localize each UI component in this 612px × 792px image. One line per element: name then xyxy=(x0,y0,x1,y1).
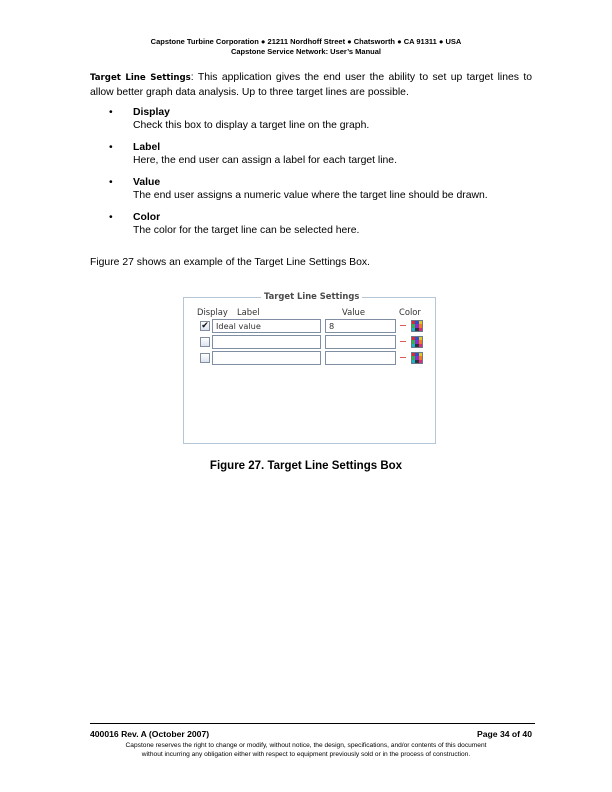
intro-term: Target Line Settings xyxy=(90,73,191,83)
line-preview xyxy=(400,341,406,342)
page-current: 34 xyxy=(499,729,510,739)
color-picker-button[interactable] xyxy=(411,320,423,332)
bullet-dot: • xyxy=(109,142,113,153)
bullet-desc: The end user assigns a numeric value where the target line should be drawn. xyxy=(133,190,488,201)
bullet-dot: • xyxy=(109,212,113,223)
target-line-row xyxy=(184,335,435,349)
column-header-value: Value xyxy=(342,307,365,317)
label-input[interactable] xyxy=(212,335,321,349)
column-header-color: Color xyxy=(399,307,421,317)
display-checkbox[interactable] xyxy=(200,353,210,363)
bullet-title: Label xyxy=(133,142,161,153)
bullet-desc: Check this box to display a target line on the graph. xyxy=(133,120,370,131)
page-number xyxy=(477,729,532,739)
color-picker-button[interactable] xyxy=(411,336,423,348)
label-input[interactable]: Ideal value xyxy=(212,319,321,333)
figure-caption: Figure 27. Target Line Settings Box xyxy=(209,460,403,472)
footer-disclaimer-line: without incurring any obligation either with respect to equipment previously sold or in the process of construction. xyxy=(141,750,471,758)
bullet-title: Color xyxy=(133,212,161,223)
figure-reference-text: Figure 27 shows an example of the Target Line Settings Box. xyxy=(90,257,370,268)
column-header-display: Display xyxy=(197,307,228,317)
intro-text: : This application gives the end user the ability to set up target lines to allow better graph data analysis. Up to three target lines are possible. xyxy=(90,72,533,98)
footer-disclaimer xyxy=(0,742,612,759)
header-company-line: Capstone Turbine Corporation ● 21211 Nordhoff Street ● Chatsworth ● CA 91311 ● USA xyxy=(150,37,462,46)
value-input[interactable] xyxy=(325,335,396,349)
bullet-dot: • xyxy=(109,177,113,188)
line-preview xyxy=(400,325,406,326)
document-revision: 400016 Rev. A (October 2007) xyxy=(90,729,210,739)
bullet-title: Display xyxy=(133,107,170,118)
footer-disclaimer-line: Capstone reserves the right to change or modify, without notice, the design, specifications, and/or contents of this document xyxy=(125,742,487,749)
page-total: of 40 xyxy=(509,729,532,739)
page-header xyxy=(0,37,612,57)
page-prefix: Page xyxy=(477,729,500,739)
column-header-label: Label xyxy=(237,307,260,317)
bullet-dot: • xyxy=(109,107,113,118)
dialog-title: Target Line Settings xyxy=(261,291,362,301)
display-checkbox[interactable] xyxy=(200,337,210,347)
color-swatch xyxy=(419,328,422,331)
value-input[interactable] xyxy=(325,351,396,365)
bullet-desc: The color for the target line can be selected here. xyxy=(133,225,360,236)
value-input[interactable]: 8 xyxy=(325,319,396,333)
label-input[interactable] xyxy=(212,351,321,365)
intro-paragraph xyxy=(90,71,532,99)
bullet-desc: Here, the end user can assign a label for each target line. xyxy=(133,155,397,166)
display-checkbox[interactable]: ✔ xyxy=(201,321,209,331)
color-swatch xyxy=(419,360,422,363)
target-line-row xyxy=(184,319,435,333)
color-swatch xyxy=(419,344,422,347)
bullet-title: Value xyxy=(133,177,161,188)
footer-divider xyxy=(90,723,535,724)
line-preview xyxy=(400,357,406,358)
color-picker-button[interactable] xyxy=(411,352,423,364)
header-manual-line: Capstone Service Network: User’s Manual xyxy=(230,47,382,56)
target-line-row xyxy=(184,351,435,365)
target-line-settings-box xyxy=(183,291,436,444)
